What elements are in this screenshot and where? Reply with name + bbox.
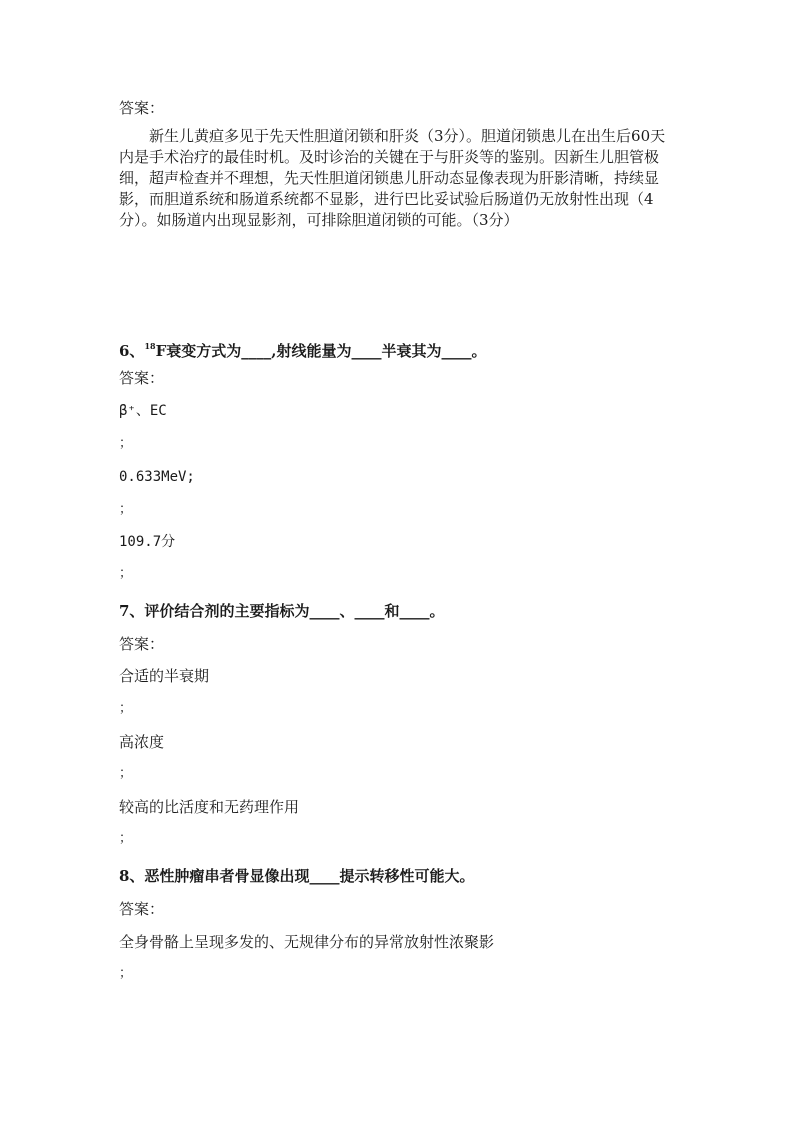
question-6-number: 6、 <box>119 342 145 360</box>
question-6-separator-2: ； <box>119 502 133 517</box>
question-6-answer-2: 0.633MeV; <box>119 469 195 485</box>
question-7: 7、评价结合剂的主要指标为____、____和____。 <box>119 602 445 620</box>
question-7-separator-3: ； <box>119 831 133 846</box>
question-7-answer-1: 合适的半衰期 <box>119 667 210 685</box>
question-7-answer-2: 高浓度 <box>119 733 165 751</box>
question-8-answer-label: 答案： <box>119 900 165 918</box>
question-6-superscript: 18 <box>144 341 156 351</box>
question-6-separator-3: ； <box>119 566 133 581</box>
question-7-separator-1: ； <box>119 701 133 716</box>
question-6 <box>119 336 486 361</box>
question-6-answer-label: 答案： <box>119 369 165 387</box>
question-7-answer-label: 答案： <box>119 635 165 653</box>
question-8-separator-1: ； <box>119 966 133 981</box>
answer-label: 答案： <box>119 99 165 117</box>
question-8: 8、恶性肿瘤串者骨显像出现____提示转移性可能大。 <box>119 867 475 885</box>
answer-paragraph: 新生儿黄疸多见于先天性胆道闭锁和肝炎（3分）。胆道闭锁患儿在出生后60天内是手术治疗的最佳时机。及时诊治的关键在于与肝炎等的鉴别。因新生儿胆管极细，超声检查并不理想，先天性胆道闭锁患儿肝动态显像表现为肝影清晰，持续显影，而胆道系统和肠道系统都不显影，进行巴比妥试验后肠道仍无放射性出现（4分）。如肠道内出现显影剂，可排除胆道闭锁的可能。（3分） <box>119 127 666 229</box>
question-7-separator-2: ； <box>119 766 133 781</box>
question-6-answer-1: β⁺、EC <box>119 403 167 419</box>
question-7-answer-3: 较高的比活度和无药理作用 <box>119 798 300 816</box>
question-6-separator-1: ； <box>119 436 133 451</box>
question-6-answer-3: 109.7分 <box>119 534 176 550</box>
question-8-answer-1: 全身骨骼上呈现多发的、无规律分布的异常放射性浓聚影 <box>119 933 495 951</box>
question-6-text: F衰变方式为____,射线能量为____半衰其为____。 <box>155 342 487 360</box>
